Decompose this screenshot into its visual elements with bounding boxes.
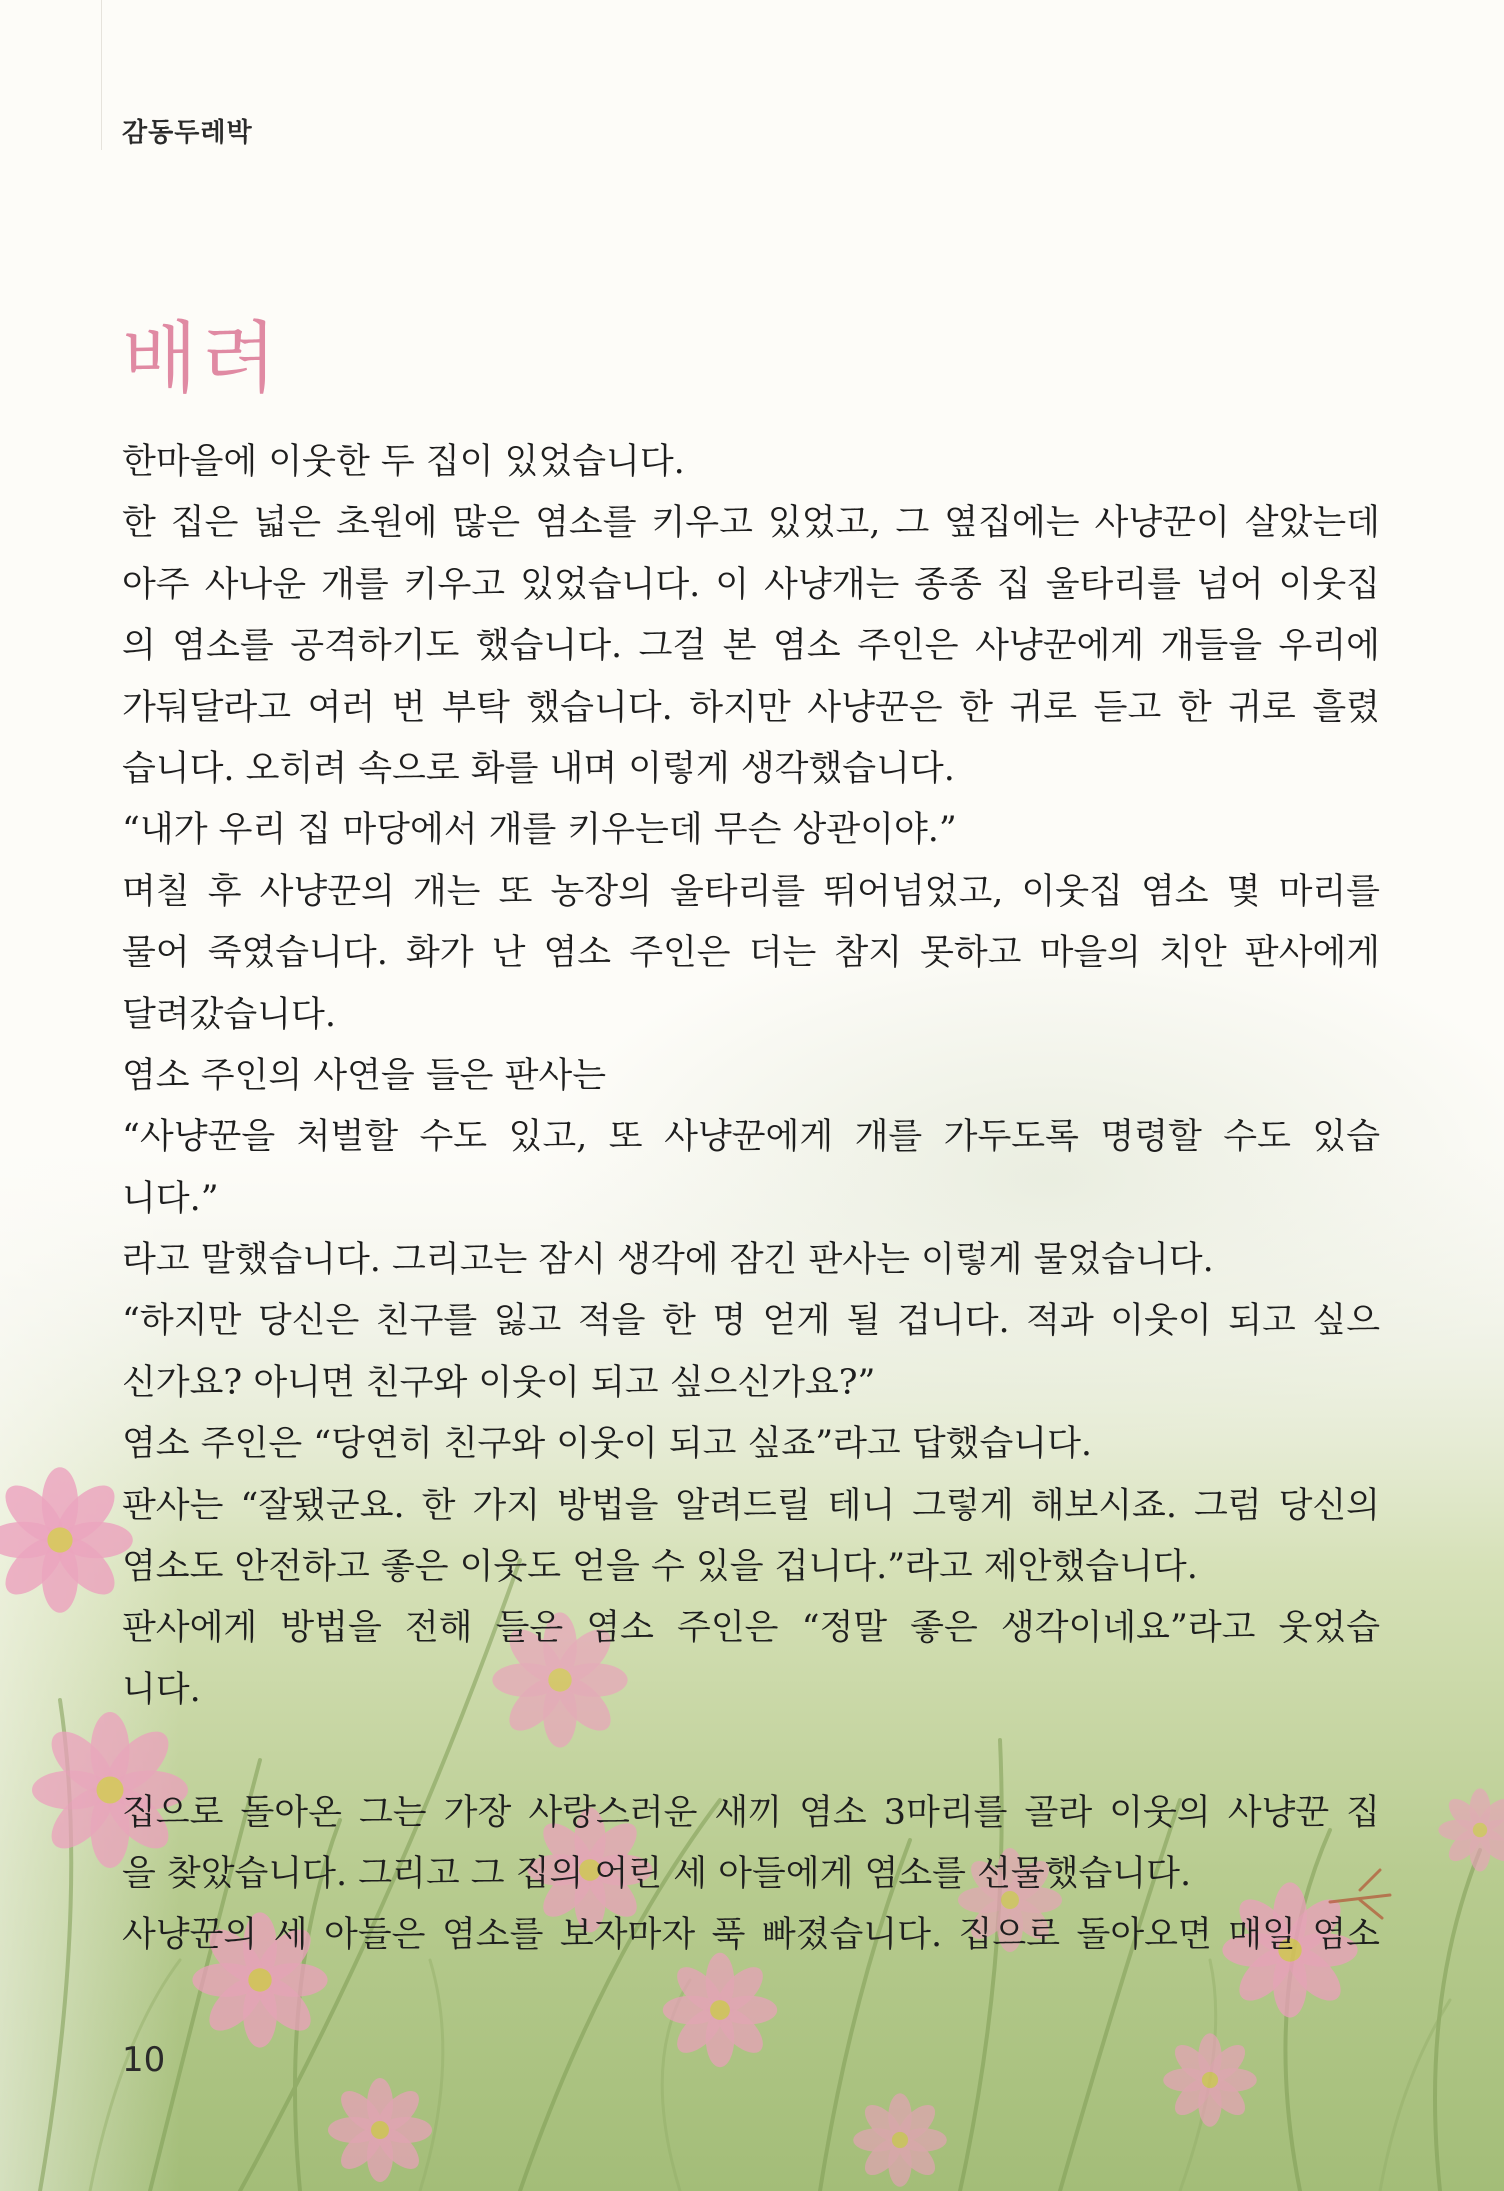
text-line: 라고 말했습니다. 그리고는 잠시 생각에 잠긴 판사는 이렇게 물었습니다. [122, 1240, 1214, 1281]
text-line: 판사에게 방법을 전해 들은 염소 주인은 “정말 좋은 생각이네요”라고 웃었습 [122, 1608, 1380, 1649]
text-line: 염소도 안전하고 좋은 이웃도 얻을 수 있을 겁니다.”라고 제안했습니다. [122, 1547, 1198, 1588]
text-line: 염소 주인은 “당연히 친구와 이웃이 되고 싶죠”라고 답했습니다. [122, 1424, 1093, 1465]
text-line: 집으로 돌아온 그는 가장 사랑스러운 새끼 염소 3마리를 골라 이웃의 사냥꾼 집 [122, 1792, 1380, 1833]
text-line: 사냥꾼의 세 아들은 염소를 보자마자 푹 빠졌습니다. 집으로 돌아오면 매일 염소 [122, 1915, 1380, 1956]
text-line: 며칠 후 사냥꾼의 개는 또 농장의 울타리를 뛰어넘었고, 이웃집 염소 몇 마리를 [122, 871, 1380, 912]
text-line: 습니다. 오히려 속으로 화를 내며 이렇게 생각했습니다. [122, 748, 955, 789]
text-line: 한 집은 넓은 초원에 많은 염소를 키우고 있었고, 그 옆집에는 사냥꾼이 살았는데 [122, 503, 1380, 544]
running-head: 감동두레박 [122, 118, 253, 148]
text-line: 아주 사나운 개를 키우고 있었습니다. 이 사냥개는 종종 집 울타리를 넘어 이웃집 [122, 564, 1380, 605]
paragraph-gap [122, 1721, 1380, 1782]
text-line: 니다.” [122, 1178, 219, 1219]
text-line: 을 찾았습니다. 그리고 그 집의 어린 세 아들에게 염소를 선물했습니다. [122, 1853, 1192, 1894]
page-number: 10 [122, 2040, 166, 2080]
text-line: “내가 우리 집 마당에서 개를 키우는데 무슨 상관이야.” [122, 810, 957, 851]
text-line: “하지만 당신은 친구를 잃고 적을 한 명 얻게 될 겁니다. 적과 이웃이 되고 싶으 [122, 1301, 1380, 1342]
page-title: 배려 [122, 314, 281, 405]
article-body [122, 432, 1380, 1967]
text-line: 물어 죽였습니다. 화가 난 염소 주인은 더는 참지 못하고 마을의 치안 판사에게 [122, 933, 1380, 974]
text-line: 달려갔습니다. [122, 994, 336, 1035]
text-line: 가둬달라고 여러 번 부탁 했습니다. 하지만 사냥꾼은 한 귀로 듣고 한 귀로 흘렸 [122, 687, 1380, 728]
text-line: 니다. [122, 1669, 201, 1710]
text-line: 판사는 “잘됐군요. 한 가지 방법을 알려드릴 테니 그렇게 해보시죠. 그럼 당신의 [122, 1485, 1380, 1526]
text-line: 의 염소를 공격하기도 했습니다. 그걸 본 염소 주인은 사냥꾼에게 개들을 우리에 [122, 626, 1380, 667]
text-line: 염소 주인의 사연을 들은 판사는 [122, 1055, 607, 1096]
text-line: 한마을에 이웃한 두 집이 있었습니다. [122, 442, 685, 482]
text-line: “사냥꾼을 처벌할 수도 있고, 또 사냥꾼에게 개를 가두도록 명령할 수도 있습 [122, 1117, 1380, 1158]
text-line: 신가요? 아니면 친구와 이웃이 되고 싶으신가요?” [122, 1362, 876, 1403]
